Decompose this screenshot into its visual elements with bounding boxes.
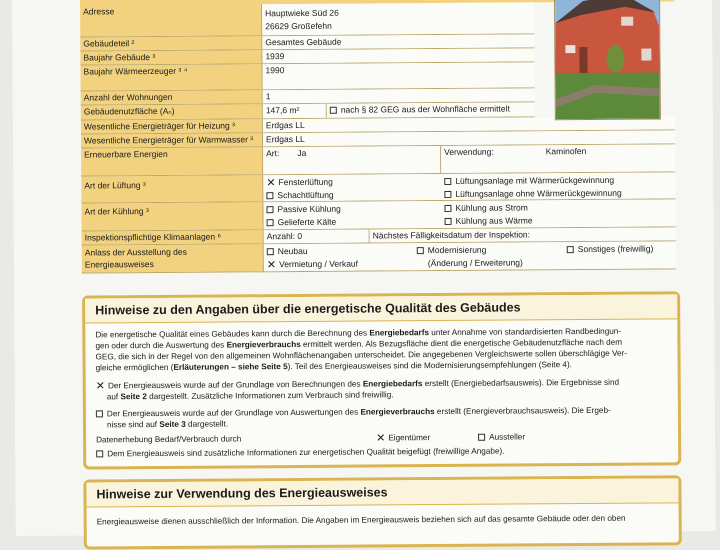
bedarf-page: Seite 2 (120, 392, 147, 402)
checkbox-unchecked-icon (267, 248, 274, 255)
lueftung-opt1 (266, 175, 438, 189)
wohnungen-label: Anzahl der Wohnungen (81, 90, 263, 104)
house-illustration (555, 0, 660, 119)
warmwasser-label: Wesentliche Energieträger für Warmwasser ³ (81, 133, 263, 147)
verbrauch-text-c: nisse sind auf (106, 419, 158, 430)
anlass-mid (414, 242, 564, 270)
adresse-line1: Hauptwieke Süd 26 (265, 7, 339, 19)
lueftung-left (263, 174, 441, 201)
kuehlung-left (263, 201, 441, 229)
klima-label: Inspektionspflichtige Klimaanlagen ⁶ (82, 230, 264, 244)
erneuerbar-art (263, 146, 441, 174)
option-verbrauch (86, 398, 678, 430)
lueftung-opt2-text: Schachtlüftung (277, 189, 334, 201)
eigentuemer-text: Eigentümer (388, 433, 431, 443)
kuehlung-opt3-text: Kühlung aus Strom (455, 202, 528, 213)
cross-mark-icon: ✕ (266, 259, 277, 272)
usage-notes-box (83, 475, 681, 549)
anlass-opt3-text: Modernisierung (427, 244, 487, 256)
checkbox-unchecked-icon (478, 434, 485, 441)
kuehlung-right (441, 199, 675, 228)
klima-faellig: Nächstes Fälligkeitsdatum der Inspektion: (370, 227, 676, 242)
wohnungen-value: 1 (263, 88, 535, 103)
kuehlung-opt4 (445, 213, 673, 228)
intro-bold-a: Energiebedarfs (369, 328, 430, 338)
waerme-label: Baujahr Wärmeerzeuger ³ ⁴ (80, 64, 262, 90)
erneuerbar-verwendung (441, 144, 675, 173)
baujahr-label: Baujahr Gebäude ³ (80, 50, 262, 64)
house-photo (554, 0, 661, 120)
intro-text-c: gen oder durch die Auswertung des (95, 340, 225, 351)
nutzflaeche-label: Gebäudenutzfläche (Aₙ) (81, 104, 263, 119)
kuehlung-opt2-text: Gelieferte Kälte (277, 216, 337, 228)
checkbox-unchecked-icon (266, 206, 273, 213)
intro-bold-c: Erläuterungen – siehe Seite 5 (173, 362, 288, 372)
cross-mark-icon: ✕ (376, 432, 386, 445)
lueftung-opt1-text: Fensterlüftung (278, 176, 333, 188)
gebaeudeteil-label: Gebäudeteil ² (80, 36, 262, 50)
cross-mark-icon: ✕ (95, 380, 105, 393)
lueftung-opt4 (444, 186, 672, 200)
anlass-opt4-text: Sonstiges (freiwillig) (577, 243, 654, 255)
bedarf-text-d: dargestellt. Zusätzliche Informationen zum Verbrauch sind freiwillig. (149, 390, 394, 402)
datenerhebung-eigentuemer (376, 432, 430, 443)
verbrauch-bold: Energieverbrauchs (360, 407, 435, 417)
kuehlung-opt1-text: Passive Kühlung (277, 203, 341, 215)
anlass-opt3b: (Änderung / Erweiterung) (427, 257, 523, 269)
bedarf-text-a: Der Energieausweis wurde auf der Grundlage von Berechnungen des (107, 379, 361, 391)
anlass-opt1-text: Neubau (277, 245, 308, 257)
checkbox-unchecked-icon (96, 450, 103, 457)
verwendung-label: Verwendung: (444, 146, 494, 157)
intro-text-e: gleiche ermöglichen ( (95, 362, 174, 373)
verbrauch-text-d: dargestellt. (188, 419, 229, 429)
lueftung-right (441, 172, 675, 200)
adresse-value (262, 2, 534, 35)
usage-notes-title: Hinweise zur Verwendung des Energieausweises (86, 478, 678, 507)
row-erneuerbar (81, 144, 675, 176)
intro-text-f: ). Teil des Energieausweises sind die Modernisierungsempfehlungen (Seite 4). (287, 360, 572, 372)
anlass-opt2 (267, 257, 411, 271)
kuehlung-opt2 (267, 215, 439, 229)
verbrauch-page: Seite 3 (159, 419, 186, 429)
lueftung-opt4-text: Lüftungsanlage ohne Wärmerückgewinnung (455, 187, 622, 199)
nutzflaeche-option (327, 102, 535, 117)
row-lueftung (81, 172, 675, 203)
checkbox-unchecked-icon (567, 246, 574, 253)
anlass-opt2-text: Vermietung / Verkauf (279, 258, 359, 270)
row-anlass (82, 241, 676, 273)
nutzflaeche-value: 147,6 m² (263, 104, 327, 118)
row-adresse (80, 2, 534, 37)
anlass-opt3 (417, 243, 561, 257)
checkbox-unchecked-icon (444, 205, 451, 212)
adresse-line2: 26629 Großefehn (265, 20, 332, 32)
checkbox-unchecked-icon (444, 191, 451, 198)
gebaeudeteil-value: Gesamtes Gebäude (262, 34, 534, 49)
baujahr-value: 1939 (262, 48, 534, 63)
verwendung-value: Kaminofen (545, 145, 587, 157)
checkbox-unchecked-icon (445, 218, 452, 225)
bedarf-text-b: erstellt (Energiebedarfsausweis). Die Ergebnisse sind (424, 377, 620, 389)
heizung-label: Wesentliche Energieträger für Heizung ³ (81, 119, 263, 133)
aussteller-text: Aussteller (489, 432, 526, 442)
checkbox-unchecked-icon (266, 192, 273, 199)
klima-anzahl: Anzahl: 0 (264, 230, 370, 244)
checkbox-unchecked-icon (444, 178, 451, 185)
nutzflaeche-option-text: nach § 82 GEG aus der Wohnfläche ermittelt (340, 103, 510, 115)
art-label: Art: (266, 148, 280, 159)
anlass-opt4 (567, 242, 673, 256)
lueftung-opt3-text: Lüftungsanlage mit Wärmerückgewinnung (455, 174, 615, 186)
waerme-value: 1990 (262, 62, 534, 89)
quality-notes-box (82, 291, 681, 469)
warmwasser-value: Erdgas LL (263, 130, 675, 146)
intro-text-d: ermittelt werden. Als Bezugsfläche dient die energetische Gebäudenutzfläche nach dem (302, 337, 623, 349)
erneuerbar-label: Erneuerbare Energien (81, 147, 263, 175)
quality-notes-title: Hinweise zu den Angaben über die energetische Qualität des Gebäudes (85, 294, 677, 323)
anlass-left (264, 243, 414, 271)
checkbox-unchecked-icon (96, 410, 103, 417)
datenerhebung-aussteller (478, 431, 525, 442)
option-bedarf (86, 369, 678, 402)
lueftung-label: Art der Lüftung ³ (81, 175, 263, 202)
bedarf-bold: Energiebedarfs (362, 379, 423, 389)
verbrauch-text-a: Der Energieausweis wurde auf der Grundlage von Auswertungen des (106, 407, 359, 419)
lueftung-opt2 (266, 188, 438, 201)
anlass-right (564, 241, 676, 269)
adresse-label: Adresse (80, 4, 262, 36)
checkbox-unchecked-icon (417, 247, 424, 254)
usage-notes-text: Energieausweise dienen ausschließlich der Information. Die Angaben im Energieausweis beziehen sich auf das gesamte Gebäude oder den oben (96, 513, 626, 527)
kuehlung-opt4-text: Kühlung aus Wärme (455, 215, 533, 226)
intro-text-a: Die energetische Qualität eines Gebäudes kann durch die Berechnung des (95, 328, 368, 340)
zusatz-text: Dem Energieausweis sind zusätzliche Informationen zur energetischen Qualität beigefügt (freiwillige Angabe). (107, 446, 505, 459)
art-value: Ja (297, 147, 307, 159)
anlass-label1: Anlass der Ausstellung des (84, 246, 187, 258)
anlass-label (82, 244, 264, 272)
heizung-value: Erdgas LL (263, 116, 675, 132)
energy-certificate-page (12, 0, 716, 536)
verbrauch-text-b: erstellt (Energieverbrauchsausweis). Die Ergeb- (436, 405, 611, 417)
datenerhebung-label: Datenerhebung Bedarf/Verbrauch durch (96, 434, 242, 445)
cross-mark-icon: ✕ (266, 177, 276, 190)
checkbox-unchecked-icon (330, 107, 337, 114)
kuehlung-label: Art der Kühlung ³ (81, 202, 263, 230)
row-waermeerzeuger (80, 62, 534, 91)
intro-text-b: unter Annahme von standardisierten Randbedingun- (431, 326, 622, 338)
intro-bold-b: Energieverbrauchs (226, 339, 301, 350)
row-kuehlung (81, 199, 675, 231)
anlass-opt1 (267, 244, 411, 258)
kuehlung-opt1 (266, 202, 438, 216)
anlass-label2: Energieausweises (84, 259, 154, 270)
checkbox-unchecked-icon (267, 219, 274, 226)
quality-notes-intro (85, 319, 677, 373)
bedarf-text-c: auf (106, 392, 119, 402)
intro-line3: GEG, die sich in der Regel von den allgemeinen Wohnflächenangaben unterscheidet. Die angegebenen Vergleichswerte sollen überschlägige Ver- (95, 348, 628, 362)
